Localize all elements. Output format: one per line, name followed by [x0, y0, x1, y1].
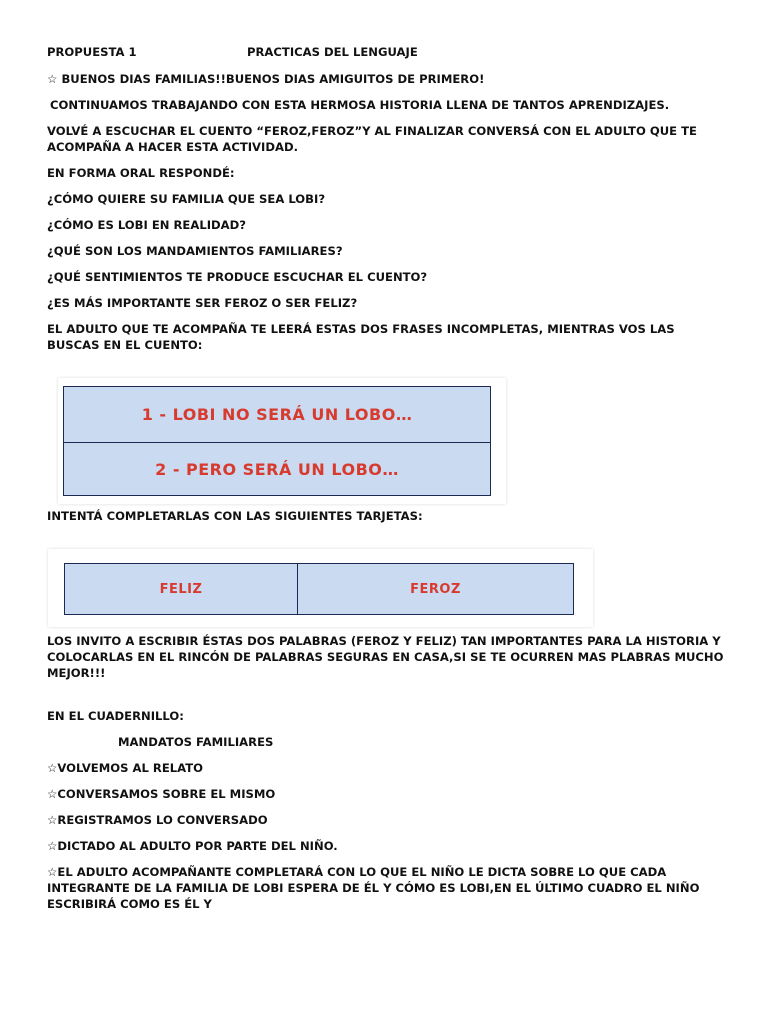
- star-icon: ☆: [47, 787, 58, 801]
- question-3: ¿QUÉ SON LOS MANDAMIENTOS FAMILIARES?: [47, 244, 343, 258]
- intro-text: CONTINUAMOS TRABAJANDO CON ESTA HERMOSA HISTORIA LLENA DE TANTOS APRENDIZAJES.: [50, 98, 670, 112]
- step-1-text: VOLVEMOS AL RELATO: [57, 761, 203, 775]
- greeting: [47, 71, 484, 87]
- card-feliz-text: FELIZ: [159, 581, 203, 597]
- phrase-card-1: [63, 386, 491, 443]
- star-icon: ☆: [47, 72, 58, 86]
- word-cards-strip: [64, 563, 574, 615]
- phrase-1-text: 1 - LOBI NO SERÁ UN LOBO…: [141, 405, 413, 424]
- step-3: [47, 812, 268, 828]
- step-2-text: CONVERSAMOS SOBRE EL MISMO: [57, 787, 276, 801]
- booklet-heading: EN EL CUADERNILLO:: [47, 709, 184, 723]
- question-1: ¿CÓMO QUIERE SU FAMILIA QUE SEA LOBI?: [47, 192, 326, 206]
- star-icon: ☆: [47, 761, 58, 775]
- question-2: ¿CÓMO ES LOBI EN REALIDAD?: [47, 218, 246, 232]
- step-2: [47, 786, 275, 802]
- cards-intro: INTENTÁ COMPLETARLAS CON LAS SIGUIENTES TARJETAS:: [47, 509, 423, 523]
- phrases-image: [58, 378, 506, 504]
- step-5: [47, 864, 727, 912]
- proposal-label: PROPUESTA 1: [47, 45, 137, 59]
- star-icon: ☆: [47, 839, 58, 853]
- question-4: ¿QUÉ SENTIMIENTOS TE PRODUCE ESCUCHAR EL CUENTO?: [47, 270, 428, 284]
- star-icon: ☆: [47, 813, 58, 827]
- step-5-text: EL ADULTO ACOMPAÑANTE COMPLETARÁ CON LO QUE EL NIÑO LE DICTA SOBRE LO QUE CADA INTEGRANTE DE LA FAMILIA DE LOBI ESPERA DE ÉL Y CÓMO ES LOBI,EN EL ÚLTIMO CUADRO EL NIÑO ESCRIBIRÁ COMO ES ÉL Y: [47, 865, 700, 911]
- booklet-title: MANDATOS FAMILIARES: [118, 735, 274, 749]
- step-3-text: REGISTRAMOS LO CONVERSADO: [57, 813, 268, 827]
- phrase-card-2: [63, 442, 491, 496]
- instruction-listen: VOLVÉ A ESCUCHAR EL CUENTO “FEROZ,FEROZ”Y AL FINALIZAR CONVERSÁ CON EL ADULTO QUE TE ACOMPAÑA A HACER ESTA ACTIVIDAD.: [47, 124, 697, 154]
- card-feroz: [298, 564, 573, 614]
- greeting-text: BUENOS DIAS FAMILIAS!!BUENOS DIAS AMIGUITOS DE PRIMERO!: [61, 72, 485, 86]
- card-feroz-text: FEROZ: [410, 581, 461, 597]
- phrase-2-text: 2 - PERO SERÁ UN LOBO…: [155, 459, 399, 479]
- step-1: [47, 760, 203, 776]
- question-5: ¿ES MÁS IMPORTANTE SER FEROZ O SER FELIZ?: [47, 296, 358, 310]
- subject-title: PRACTICAS DEL LENGUAJE: [247, 45, 418, 59]
- step-4-text: DICTADO AL ADULTO POR PARTE DEL NIÑO.: [57, 839, 338, 853]
- phrases-intro: EL ADULTO QUE TE ACOMPAÑA TE LEERÁ ESTAS DOS FRASES INCOMPLETAS, MIENTRAS VOS LAS BUSCAS EN EL CUENTO:: [47, 322, 675, 352]
- oral-heading: EN FORMA ORAL RESPONDÉ:: [47, 166, 235, 180]
- card-feliz: [65, 564, 298, 614]
- invite-text: LOS INVITO A ESCRIBIR ÉSTAS DOS PALABRAS (FEROZ Y FELIZ) TAN IMPORTANTES PARA LA HISTORIA Y COLOCARLAS EN EL RINCÓN DE PALABRAS SEGURAS EN CASA,SI SE TE OCURREN MAS PLABRAS MUCHO MEJOR!!!: [47, 634, 724, 680]
- step-4: [47, 838, 338, 854]
- word-cards-image: [48, 549, 593, 627]
- star-icon: ☆: [47, 865, 58, 879]
